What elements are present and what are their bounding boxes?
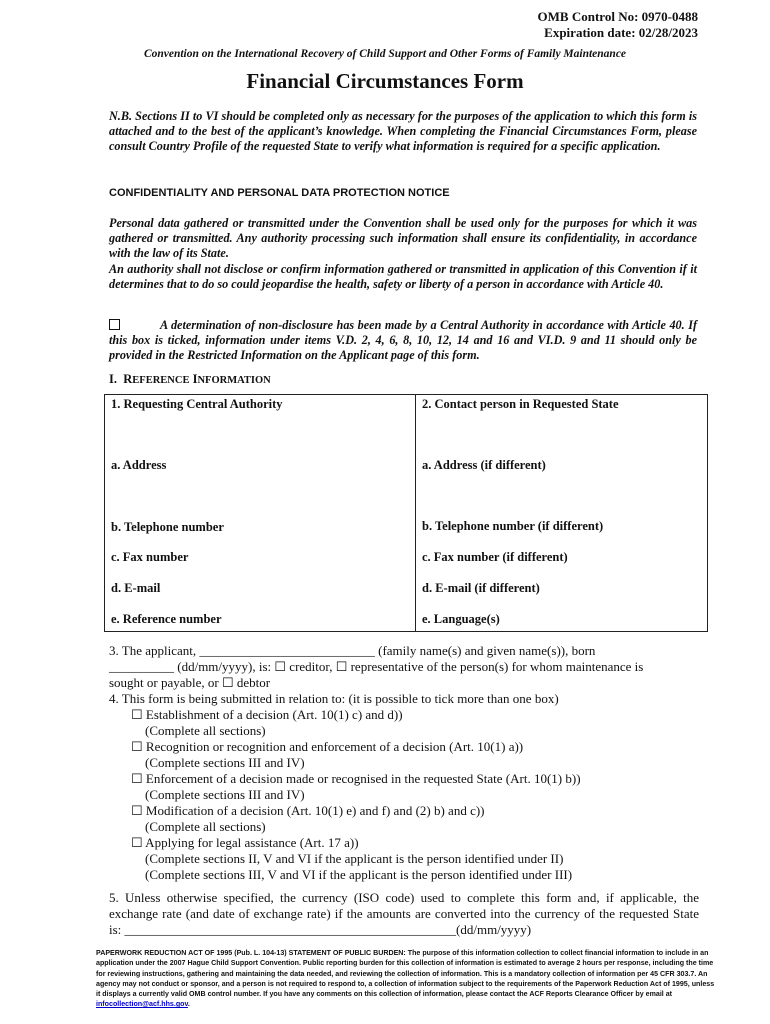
submission-reasons-intro: 4. This form is being submitted in relation to: (it is possible to tick more than one box) xyxy=(109,691,559,706)
footer-text: PAPERWORK REDUCTION ACT OF 1995 (Pub. L. 104-13) STATEMENT OF PUBLIC BURDEN: The purpose of this information collection to collect financial information to include in an application under the 2007 Hague Child Support Convention. Public reporting burden for this collection of information is estimated to average 2 hours per response, including the time for reviewing instructions, gathering and maintaining the data needed, and reviewing the collection of information. This is a mandatory collection of information per 45 CFR 303.7. An agency may not conduct or sponsor, and a person is not required to respond to, a collection of information subject to the requirements of the Paperwork Reduction Act of 1995, unless it displays a currently valid OMB control number. If you have any comments on this collection of information, please contact the ACF Reports Clearance Officer by email at xyxy=(96,949,715,999)
submission-reasons xyxy=(109,691,699,883)
reference-number-label: e. Reference number xyxy=(111,612,222,626)
confidentiality-paragraph-1: Personal data gathered or transmitted under the Convention shall be used only for the purposes for which it was gathered or transmitted. Any authority processing such information shall ensure its confidentiality, in accordance with the law of its State. xyxy=(109,216,697,261)
paperwork-reduction-footer: PAPERWORK REDUCTION ACT OF 1995 (Pub. L. 104-13) STATEMENT OF PUBLIC BURDEN: The purpose of this information collection to collect financial information to include in an application under the 2007 Hague Child Support Convention. Public reporting burden for this collection of information is estimated to average 2 hours per response, including the time for reviewing instructions, gathering and maintaining the data needed, and reviewing the collection of information. This is a mandatory collection of information per 45 CFR 303.7. An agency may not conduct or sponsor, and a person is not required to respond to, a collection of information subject to the requirements of the Paperwork Reduction Act of 1995, unless it displays a currently valid OMB control number. If you have any comments on this collection of information, please contact the ACF Reports Clearance Officer by email at infocollection@acf.hhs.gov. xyxy=(96,949,715,1009)
option-legal-assistance-note-1: (Complete sections II, V and VI if the applicant is the person identified under II) xyxy=(145,851,564,866)
option-establishment[interactable]: ☐ Establishment of a decision (Art. 10(1) c) and d)) xyxy=(131,707,403,722)
nb-note: N.B. Sections II to VI should be completed only as necessary for the purposes of the application to which this form is attached and to the best of the applicant’s knowledge. When completing the Financial Circumstances Form, please consult Country Profile of the requested State to verify what information is required for a specific application. xyxy=(109,109,697,154)
confidentiality-text xyxy=(109,216,697,292)
telephone-if-different-label: b. Telephone number (if different) xyxy=(422,519,604,533)
reference-information-table xyxy=(104,394,708,632)
option-legal-assistance-note-2: (Complete sections III, V and VI if the applicant is the person identified under III) xyxy=(145,867,573,882)
confidentiality-paragraph-2: An authority shall not disclose or confirm information gathered or transmitted in application of this Convention if it determines that to do so could jeopardise the health, safety or liberty of a person in accordance with Article 40. xyxy=(109,261,697,291)
omb-control-number: OMB Control No: 0970-0488 xyxy=(537,9,698,24)
option-modification[interactable]: ☐ Modification of a decision (Art. 10(1) e) and f) and (2) b) and c)) xyxy=(131,803,485,818)
email-label: d. E-mail xyxy=(111,581,161,595)
expiration-date: Expiration date: 02/28/2023 xyxy=(544,25,698,40)
confidentiality-heading: CONFIDENTIALITY AND PERSONAL DATA PROTECTION NOTICE xyxy=(109,187,450,199)
address-label: a. Address xyxy=(111,458,167,472)
option-recognition-note: (Complete sections III and IV) xyxy=(145,755,305,770)
contact-person-label: 2. Contact person in Requested State xyxy=(422,397,619,411)
address-if-different-label: a. Address (if different) xyxy=(422,458,546,472)
option-modification-note: (Complete all sections) xyxy=(145,819,266,834)
non-disclosure-checkbox[interactable] xyxy=(109,319,120,330)
non-disclosure-determination xyxy=(109,318,697,364)
option-recognition[interactable]: ☐ Recognition or recognition and enforcement of a decision (Art. 10(1) a)) xyxy=(131,739,524,754)
convention-title: Convention on the International Recovery of Child Support and Other Forms of Family Maintenance xyxy=(143,48,627,60)
email-if-different-label: d. E-mail (if different) xyxy=(422,581,540,595)
option-enforcement-note: (Complete sections III and IV) xyxy=(145,787,305,802)
currency-statement: 5. Unless otherwise specified, the currency (ISO code) used to complete this form and, if applicable, the exchange rate (and date of exchange rate) if the amounts are converted into the currency of the requested State is: ___________________________________________________(dd/mm/yyyy) xyxy=(109,890,699,937)
omb-block xyxy=(538,9,698,41)
contact-person-cell[interactable] xyxy=(416,395,708,632)
telephone-label: b. Telephone number xyxy=(111,520,224,534)
option-legal-assistance[interactable]: ☐ Applying for legal assistance (Art. 17 a)) xyxy=(131,835,359,850)
non-disclosure-text: A determination of non-disclosure has been made by a Central Authority in accordance with Article 40. If this box is ticked, information under items V.D. 2, 4, 6, 8, 10, 12, 14 and 16 and VI.D. 9 and 11 should only be provided in the Restricted Information on the Applicant page of this form. xyxy=(109,318,697,363)
applicant-statement: 3. The applicant, ___________________________ (family name(s) and given name(s)), born __________ (dd/mm/yyyy), is: ☐ creditor, ☐ representative of the person(s) for whom maintenance is sought or payable, or ☐ debtor xyxy=(109,643,644,690)
fax-label: c. Fax number xyxy=(111,550,189,564)
fax-if-different-label: c. Fax number (if different) xyxy=(422,550,568,564)
option-establishment-note: (Complete all sections) xyxy=(145,723,266,738)
option-enforcement[interactable]: ☐ Enforcement of a decision made or recognised in the requested State (Art. 10(1) b)) xyxy=(131,771,581,786)
language-label: e. Language(s) xyxy=(422,612,500,626)
contact-email-link[interactable]: infocollection@acf.hhs.gov xyxy=(96,1000,188,1009)
requesting-authority-cell[interactable] xyxy=(105,395,416,632)
form-title: Financial Circumstances Form xyxy=(246,69,524,93)
requesting-authority-label: 1. Requesting Central Authority xyxy=(111,397,283,411)
section-1-heading: I. REFERENCE INFORMATION xyxy=(109,372,271,386)
